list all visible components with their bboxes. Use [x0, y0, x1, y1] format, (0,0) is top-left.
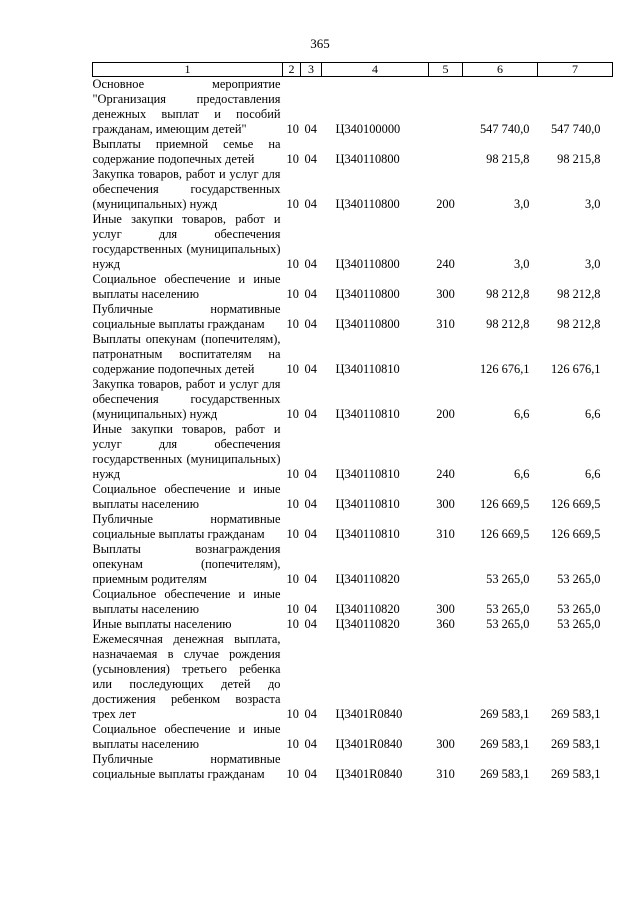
row-name: Публичные нормативные социальные выплаты гражданам — [92, 512, 281, 541]
amount-year-1: 547 740,0 — [479, 122, 530, 136]
page-number: 365 — [310, 36, 330, 51]
section-code: 10 — [286, 707, 299, 721]
subsection-code: 04 — [304, 707, 317, 721]
section-code: 10 — [286, 317, 299, 331]
row-name: Публичные нормативные социальные выплаты гражданам — [92, 302, 281, 331]
section-code: 10 — [286, 617, 299, 631]
amount-year-1: 126 669,5 — [479, 527, 530, 541]
budget-table — [92, 62, 613, 782]
column-header: 6 — [463, 63, 538, 77]
amount-year-1: 269 583,1 — [479, 737, 530, 751]
section-code: 10 — [286, 497, 299, 511]
target-article-code: Ц340110820 — [335, 617, 400, 631]
table-row — [93, 632, 613, 722]
row-name: Иные закупки товаров, работ и услуг для обеспечения государственных (муниципальных) нужд — [92, 422, 281, 481]
amount-year-2: 6,6 — [585, 467, 601, 481]
subsection-code: 04 — [304, 467, 317, 481]
target-article-code: Ц3401R0840 — [335, 707, 403, 721]
table-body — [93, 77, 613, 783]
amount-year-2: 3,0 — [585, 197, 601, 211]
row-name: Выплаты приемной семье на содержание подопечных детей — [92, 137, 281, 166]
target-article-code: Ц340110820 — [335, 602, 400, 616]
section-code: 10 — [286, 737, 299, 751]
amount-year-1: 269 583,1 — [479, 767, 530, 781]
row-name: Социальное обеспечение и иные выплаты населению — [92, 587, 281, 616]
expense-type-code: 300 — [436, 602, 455, 616]
table-row — [93, 272, 613, 302]
amount-year-2: 3,0 — [585, 257, 601, 271]
expense-type-code: 240 — [436, 257, 455, 271]
expense-type-code — [429, 332, 463, 377]
table-row — [93, 482, 613, 512]
target-article-code: Ц340110810 — [335, 362, 400, 376]
amount-year-1: 53 265,0 — [486, 602, 530, 616]
amount-year-1: 3,0 — [514, 257, 530, 271]
subsection-code: 04 — [304, 767, 317, 781]
column-header: 1 — [93, 63, 283, 77]
target-article-code: Ц340110810 — [335, 497, 400, 511]
subsection-code: 04 — [304, 197, 317, 211]
row-name: Иные выплаты населению — [92, 617, 232, 631]
column-header: 7 — [538, 63, 613, 77]
amount-year-2: 126 676,1 — [550, 362, 601, 376]
subsection-code: 04 — [304, 152, 317, 166]
expense-type-code: 300 — [436, 287, 455, 301]
amount-year-2: 98 212,8 — [557, 317, 601, 331]
amount-year-2: 53 265,0 — [557, 602, 601, 616]
row-name: Иные закупки товаров, работ и услуг для обеспечения государственных (муниципальных) нужд — [92, 212, 281, 271]
expense-type-code — [429, 542, 463, 587]
subsection-code: 04 — [304, 287, 317, 301]
amount-year-1: 269 583,1 — [479, 707, 530, 721]
amount-year-2: 98 212,8 — [557, 287, 601, 301]
expense-type-code: 300 — [436, 737, 455, 751]
amount-year-2: 53 265,0 — [557, 572, 601, 586]
section-code: 10 — [286, 602, 299, 616]
amount-year-1: 6,6 — [514, 407, 530, 421]
target-article-code: Ц340110810 — [335, 527, 400, 541]
amount-year-2: 6,6 — [585, 407, 601, 421]
amount-year-2: 269 583,1 — [550, 707, 601, 721]
target-article-code: Ц3401R0840 — [335, 737, 403, 751]
column-header: 2 — [283, 63, 301, 77]
amount-year-1: 126 676,1 — [479, 362, 530, 376]
subsection-code: 04 — [304, 617, 317, 631]
target-article-code: Ц340100000 — [335, 122, 401, 136]
subsection-code: 04 — [304, 527, 317, 541]
row-name: Закупка товаров, работ и услуг для обеспечения государственных (муниципальных) нужд — [92, 167, 281, 211]
amount-year-1: 6,6 — [514, 467, 530, 481]
subsection-code: 04 — [304, 497, 317, 511]
expense-type-code: 200 — [436, 407, 455, 421]
amount-year-2: 269 583,1 — [550, 737, 601, 751]
column-header: 3 — [301, 63, 322, 77]
amount-year-2: 53 265,0 — [557, 617, 601, 631]
expense-type-code: 310 — [436, 317, 455, 331]
expense-type-code — [429, 77, 463, 138]
table-row — [93, 167, 613, 212]
amount-year-1: 3,0 — [514, 197, 530, 211]
table-row — [93, 302, 613, 332]
row-name: Основное мероприятие "Организация предоставления денежных выплат и пособий гражданам, имеющим детей" — [92, 77, 281, 136]
table-row — [93, 752, 613, 782]
target-article-code: Ц340110810 — [335, 407, 400, 421]
section-code: 10 — [286, 152, 299, 166]
expense-type-code: 300 — [436, 497, 455, 511]
table-row — [93, 77, 613, 138]
subsection-code: 04 — [304, 572, 317, 586]
target-article-code: Ц340110820 — [335, 572, 400, 586]
target-article-code: Ц340110800 — [335, 257, 400, 271]
table-row — [93, 332, 613, 377]
subsection-code: 04 — [304, 737, 317, 751]
section-code: 10 — [286, 257, 299, 271]
expense-type-code: 240 — [436, 467, 455, 481]
expense-type-code — [429, 137, 463, 167]
amount-year-1: 53 265,0 — [486, 617, 530, 631]
table-row — [93, 137, 613, 167]
table-row — [93, 542, 613, 587]
target-article-code: Ц340110800 — [335, 317, 400, 331]
section-code: 10 — [286, 362, 299, 376]
column-header: 5 — [429, 63, 463, 77]
amount-year-1: 98 215,8 — [486, 152, 530, 166]
amount-year-2: 547 740,0 — [550, 122, 601, 136]
target-article-code: Ц340110800 — [335, 152, 400, 166]
section-code: 10 — [286, 467, 299, 481]
subsection-code: 04 — [304, 257, 317, 271]
amount-year-2: 126 669,5 — [550, 497, 601, 511]
subsection-code: 04 — [304, 407, 317, 421]
row-name: Ежемесячная денежная выплата, назначаемая в случае рождения (усыновления) третьего ребенка или последующих детей до достижения ребенком возраста трех лет — [92, 632, 281, 721]
section-code: 10 — [286, 527, 299, 541]
row-name: Социальное обеспечение и иные выплаты населению — [92, 272, 281, 301]
amount-year-1: 126 669,5 — [479, 497, 530, 511]
row-name: Выплаты вознаграждения опекунам (попечителям), приемным родителям — [92, 542, 281, 586]
row-name: Закупка товаров, работ и услуг для обеспечения государственных (муниципальных) нужд — [92, 377, 281, 421]
row-name: Социальное обеспечение и иные выплаты населению — [92, 482, 281, 511]
amount-year-1: 98 212,8 — [486, 287, 530, 301]
amount-year-2: 98 215,8 — [557, 152, 601, 166]
target-article-code: Ц340110800 — [335, 287, 400, 301]
amount-year-2: 126 669,5 — [550, 527, 601, 541]
row-name: Социальное обеспечение и иные выплаты населению — [92, 722, 281, 751]
amount-year-1: 53 265,0 — [486, 572, 530, 586]
target-article-code: Ц3401R0840 — [335, 767, 403, 781]
expense-type-code — [429, 632, 463, 722]
target-article-code: Ц340110800 — [335, 197, 400, 211]
amount-year-1: 98 212,8 — [486, 317, 530, 331]
subsection-code: 04 — [304, 602, 317, 616]
section-code: 10 — [286, 767, 299, 781]
amount-year-2: 269 583,1 — [550, 767, 601, 781]
section-code: 10 — [286, 407, 299, 421]
section-code: 10 — [286, 572, 299, 586]
expense-type-code: 360 — [436, 617, 455, 631]
table-row — [93, 377, 613, 422]
row-name: Выплаты опекунам (попечителям), патронатным воспитателям на содержание подопечных детей — [92, 332, 281, 376]
table-row — [93, 512, 613, 542]
expense-type-code: 310 — [436, 767, 455, 781]
table-row — [93, 617, 613, 632]
column-header: 4 — [322, 63, 429, 77]
subsection-code: 04 — [304, 317, 317, 331]
table-row — [93, 422, 613, 482]
table-header — [93, 63, 613, 77]
section-code: 10 — [286, 287, 299, 301]
section-code: 10 — [286, 122, 299, 136]
expense-type-code: 310 — [436, 527, 455, 541]
table-row — [93, 212, 613, 272]
table-row — [93, 587, 613, 617]
subsection-code: 04 — [304, 122, 317, 136]
section-code: 10 — [286, 197, 299, 211]
table-row — [93, 722, 613, 752]
subsection-code: 04 — [304, 362, 317, 376]
expense-type-code: 200 — [436, 197, 455, 211]
row-name: Публичные нормативные социальные выплаты гражданам — [92, 752, 281, 781]
target-article-code: Ц340110810 — [335, 467, 400, 481]
